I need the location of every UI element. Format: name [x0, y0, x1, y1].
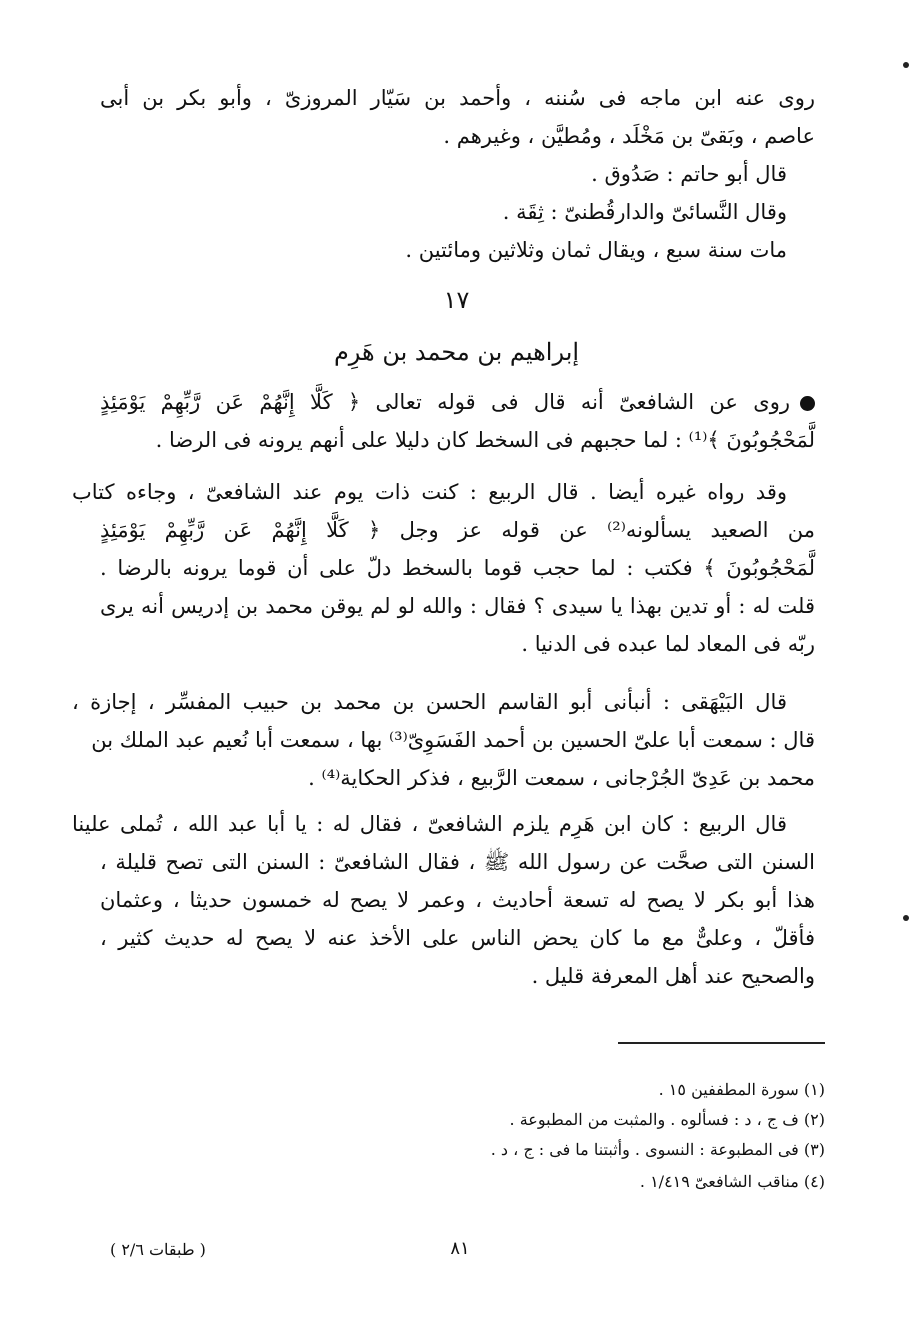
footnote-divider — [618, 1042, 825, 1044]
footnote: (٤) مناقب الشافعىّ ١/٤١٩ . — [639, 1172, 825, 1191]
text-line: روى عن الشافعىّ أنه قال فى قوله تعالى ﴿ كَلَّا إِنَّهُمْ عَن رَّبِّهِمْ يَوْمَئِذٍ — [100, 382, 815, 422]
text-line: السنن التى صحَّت عن رسول الله ﷺ ، فقال الشافعىّ : السنن التى تصح قليلة ، — [100, 850, 815, 874]
top-paragraph — [100, 78, 815, 278]
entry-number: ١٧ — [443, 286, 470, 314]
page-number: ٨١ — [450, 1238, 470, 1259]
footnote: (١) سورة المطففين ١٥ . — [658, 1080, 825, 1099]
scan-mark — [903, 915, 909, 921]
paragraph-2 — [72, 472, 815, 672]
text-line: فأقلّ ، وعلىٌّ مع ما كان يحض الناس على الأخذ عنه لا يصح له حديث كثير ، — [100, 926, 815, 950]
filled-circle-icon — [800, 396, 815, 411]
text-line: قال : سمعت أبا علىّ الحسين بن أحمد الفَسَوِىّ⁽³⁾ بها ، سمعت أبا نُعيم عبد الملك بن — [91, 728, 815, 752]
text-line: قال البَيْهَقى : أنبأنى أبو القاسم الحسن بن محمد بن حبيب المفسِّر ، إجازة ، — [72, 690, 787, 714]
text-line: مات سنة سبع ، ويقال ثمان وثلاثين ومائتين . — [405, 238, 787, 262]
text-line: وقد رواه غيره أيضا . قال الربيع : كنت ذات يوم عند الشافعىّ ، وجاءه كتاب — [72, 480, 787, 504]
text-line: قال أبو حاتم : صَدُوق . — [591, 162, 787, 186]
text-line: لَّمَحْجُوبُونَ ﴾ فكتب : لما حجب قوما بالسخط دلّ على أن قوما يرونه بالرضا . — [100, 556, 815, 580]
text-line: هذا أبو بكر لا يصح له تسعة أحاديث ، وعمر لا يصح له خمسون حديثا ، وعثمان — [100, 888, 815, 912]
text-line: قال الربيع : كان ابن هَرِم يلزم الشافعىّ ، فقال له : يا أبا عبد الله ، تُملى علينا — [72, 812, 787, 836]
footnote: (٣) فى المطبوعة : النسوى . وأثبتنا ما فى : ج ، د . — [490, 1140, 825, 1159]
scan-mark — [903, 62, 909, 68]
text-line: محمد بن عَدِىّ الجُرْجانى ، سمعت الرَّبيع ، فذكر الحكاية⁽⁴⁾ . — [308, 766, 815, 790]
text-line: ربّه فى المعاد لما عبده فى الدنيا . — [521, 632, 815, 656]
paragraph-1 — [100, 382, 815, 462]
paragraph-3 — [72, 682, 815, 802]
footnote: (٢) ف ج ، د : فسألوه . والمثبت من المطبوعة . — [509, 1110, 825, 1129]
text-line: روى عنه ابن ماجه فى سُننه ، وأحمد بن سَيّار المروزىّ ، وأبو بكر بن أبى — [100, 86, 815, 110]
text-line: وقال النَّسائىّ والدارقُطنىّ : ثِقَة . — [502, 200, 787, 224]
text-line: قلت له : أو تدين بهذا يا سيدى ؟ فقال : والله لو لم يوقن محمد بن إدريس أنه يرى — [100, 594, 815, 618]
text-line: لَّمَحْجُوبُونَ ﴾⁽¹⁾ : لما حجبهم فى السخط كان دليلا على أنهم يرونه فى الرضا . — [155, 428, 815, 452]
printer-signature: ( طبقات ٢/٦ ) — [110, 1240, 206, 1259]
paragraph-4 — [72, 804, 815, 1004]
text-line: والصحيح عند أهل المعرفة قليل . — [531, 964, 815, 988]
text-line: عاصم ، وبَقىّ بن مَخْلَد ، ومُطيَّن ، وغيرهم . — [443, 124, 815, 148]
entry-title: إبراهيم بن محمد بن هَرِم — [333, 338, 580, 366]
text-line: من الصعيد يسألونه⁽²⁾ عن قوله عز وجل ﴿ كَلَّا إِنَّهُمْ عَن رَّبِّهِمْ يَوْمَئِذٍ — [100, 518, 815, 542]
